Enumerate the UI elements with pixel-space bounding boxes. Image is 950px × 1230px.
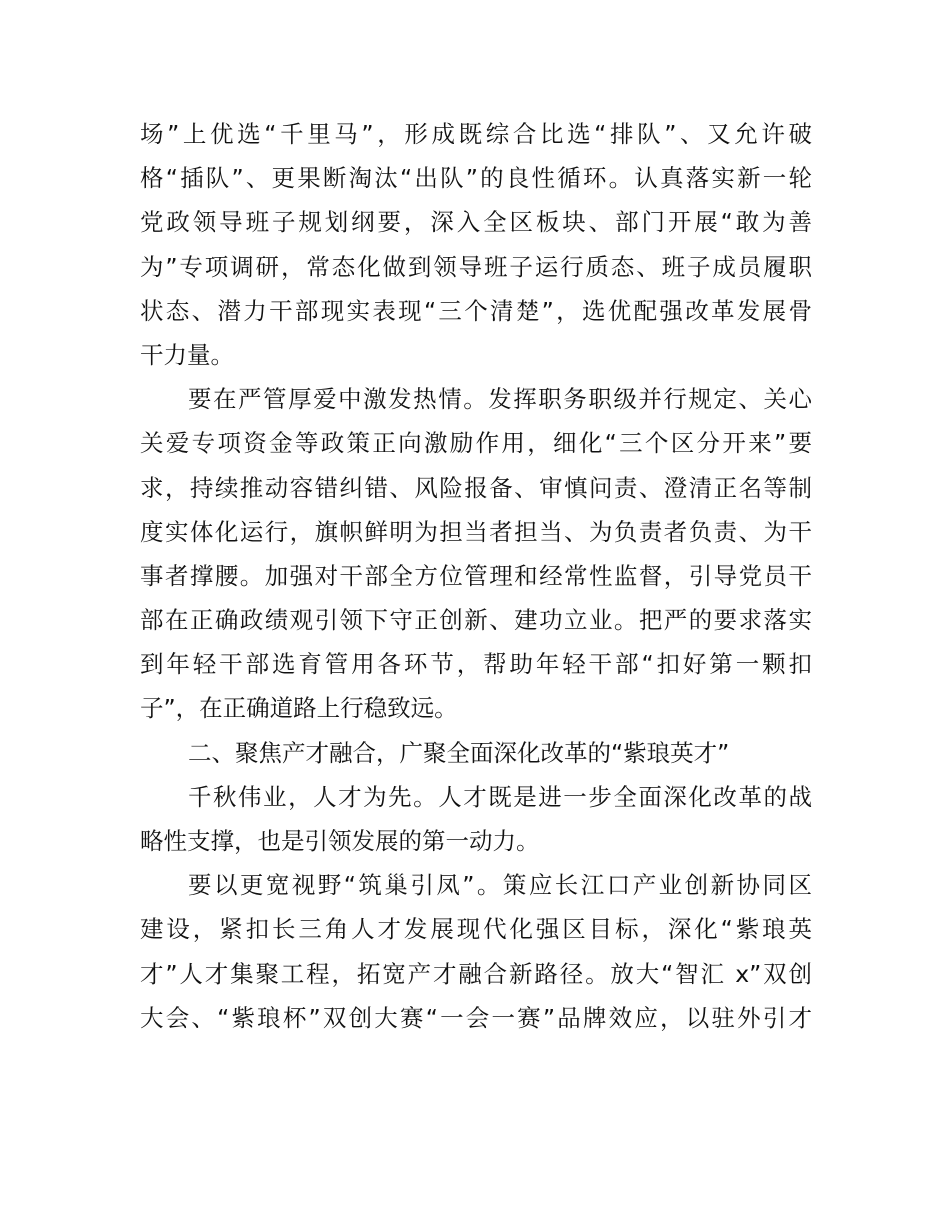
text-line: 子”，在正确道路上行稳致远。 [140, 694, 458, 723]
paragraph [140, 775, 812, 863]
text-line: 大会、“紫琅杯”双创大赛“一会一赛”品牌效应，以驻外引才 [140, 1003, 812, 1032]
text-line: 略性支撑，也是引领发展的第一动力。 [140, 827, 540, 855]
text-line: 要在严管厚爱中激发热情。发挥职务职级并行规定、关心 [188, 385, 812, 414]
heading-line: 二、聚焦产才融合，广聚全面深化改革的“紫琅英才” [188, 738, 730, 767]
text-line: 要以更宽视野“筑巢引凤”。策应长江口产业创新协同区 [188, 871, 812, 900]
text-line: 格“插队”、更果断淘汰“出队”的良性循环。认真落实新一轮 [140, 164, 812, 193]
paragraph [140, 377, 812, 731]
paragraph [140, 863, 812, 1040]
text-line: 才”人才集聚工程，拓宽产才融合新路径。放大“智汇 x”双创 [140, 959, 812, 988]
document-body [140, 112, 812, 1040]
text-line: 事者撑腰。加强对干部全方位管理和经常性监督，引导党员干 [140, 561, 812, 590]
text-line: 到年轻干部选育管用各环节，帮助年轻干部“扣好第一颗扣 [140, 650, 812, 679]
section-heading [140, 731, 812, 775]
text-line: 关爱专项资金等政策正向激励作用，细化“三个区分开来”要 [140, 429, 812, 458]
text-line: 干力量。 [140, 340, 234, 369]
text-line: 状态、潜力干部现实表现“三个清楚”，选优配强改革发展骨 [140, 296, 812, 325]
text-line: 千秋伟业，人才为先。人才既是进一步全面深化改革的战 [188, 782, 812, 811]
text-line: 党政领导班子规划纲要，深入全区板块、部门开展“敢为善 [140, 208, 812, 237]
text-line: 求，持续推动容错纠错、风险报备、审慎问责、澄清正名等制 [140, 473, 812, 502]
text-line: 为”专项调研，常态化做到领导班子运行质态、班子成员履职 [140, 252, 812, 281]
text-line: 场”上优选“千里马”，形成既综合比选“排队”、又允许破 [140, 120, 812, 148]
text-line: 建设，紧扣长三角人才发展现代化强区目标，深化“紫琅英 [140, 915, 812, 944]
text-line: 部在正确政绩观引领下守正创新、建功立业。把严的要求落实 [140, 606, 812, 635]
text-line: 度实体化运行，旗帜鲜明为担当者担当、为负责者负责、为干 [140, 517, 812, 546]
paragraph [140, 112, 812, 377]
